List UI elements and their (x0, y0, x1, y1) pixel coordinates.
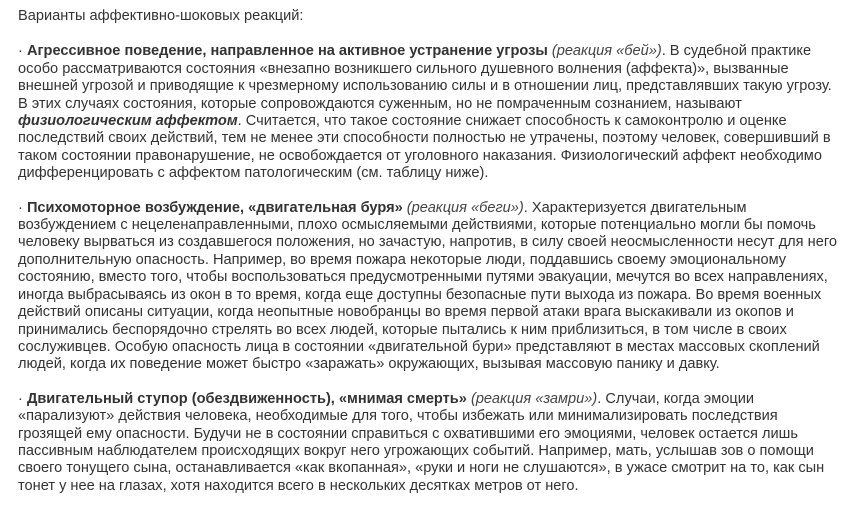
paragraph-fight (18, 43, 844, 182)
bullet-marker: · (18, 199, 23, 216)
reaction-fight: (реакция «бей») (551, 43, 662, 60)
paragraph-flight (18, 200, 844, 374)
bullet-marker: · (18, 43, 23, 60)
term-aggressive-behavior: Агрессивное поведение, направленное на активное устранение угрозы (26, 43, 548, 60)
paragraph-flight-text: . Характеризуется двигательным возбуждением с нецеленаправленными, плохо осмысляемыми действиями, которые потенциально могли бы помочь человеку вырваться из создавшегося положения, но зачастую, напротив, в силу своей неосмысленности несут для него дополнительную опасность. Например, во время пожара некоторые люди, поддавшись своему эмоциональному состоянию, вместо того, чтобы воспользоваться предусмотренными путями эвакуации, мечутся во всех направлениях, иногда выбрасываясь из окон в то время, когда еще доступны безопасные пути выхода из пожара. Во время военных действий описаны ситуации, когда неопытные новобранцы во время первой атаки врага выскакивали из окопов и принимались беспорядочно стрелять во всех людей, которые пытались к ним приблизиться, в том числе в своих сослуживцев. Особую опасность лица в состоянии «двигательной бури» представляют в местах массовых скоплений людей, когда их поведение может быстро «заражать» окружающих, вызывая массовую панику и давку. (18, 199, 837, 373)
bullet-marker: · (18, 390, 23, 407)
reaction-freeze: (реакция «замри») (470, 390, 598, 407)
document-body (18, 8, 844, 512)
reaction-flight: (реакция «беги») (406, 199, 524, 216)
paragraph-fight-text-cont: . Считается, что такое состояние снижает способность к самоконтролю и оценке последствий своих действий, тем не менее эти способности полностью не утрачены, поэтому человек, совершивший в таком состоянии правонарушение, не освобождается от уголовного наказания. Физиологический аффект необходимо дифференцировать с аффектом патологическим (см. таблицу ниже). (18, 113, 831, 182)
paragraph-freeze-text: . Случаи, когда эмоции «парализуют» действия человека, необходимые для того, чтобы избежать или минимализировать последствия грозящей ему опасности. Будучи не в состоянии справиться с охватившими его эмоциями, человек остается лишь пассивным наблюдателем происходящих вокруг него угрожающих событий. Например, мать, услышав зов о помощи своего тонущего сына, останавливается «как вкопанная», «руки и ноги не слушаются», в ужасе смотрит на то, как сын тонет у нее на глазах, хотя находится всего в нескольких десятках метров от него. (18, 390, 825, 494)
paragraph-freeze (18, 391, 844, 495)
term-physiological-affect: физиологическим аффектом (18, 113, 238, 130)
intro-text: Варианты аффективно-шоковых реакций: (18, 8, 304, 24)
term-psychomotor-agitation: Психомоторное возбуждение, «двигательная буря» (26, 199, 403, 216)
paragraph-fight-text: . В судебной практике особо рассматриваются состояния «внезапно возникшего сильного душевного волнения (аффекта)», вызванные внешней угрозой и приводящие к чрезмерному использованию силы и в отношении лиц, представлявших такую угрозу. В этих случаях состояния, которые сопровождаются суженным, но не помраченным сознанием, называют (18, 43, 832, 112)
term-motor-stupor: Двигательный ступор (обездвиженность), «мнимая смерть» (26, 390, 467, 407)
